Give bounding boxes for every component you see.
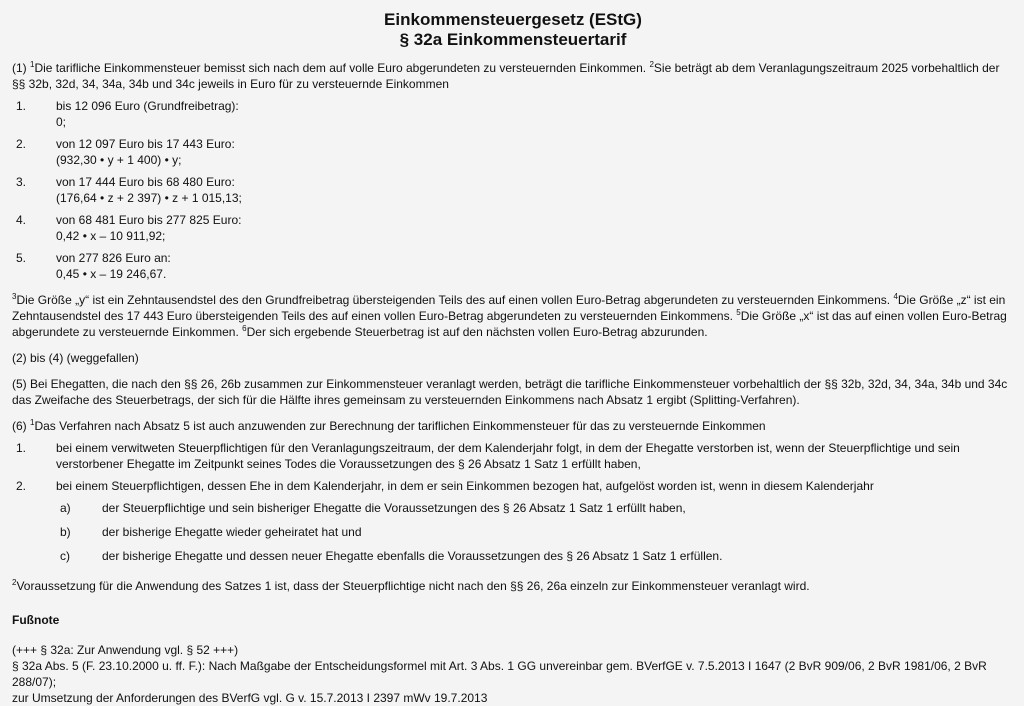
section-title: § 32a Einkommensteuertarif xyxy=(399,30,627,49)
absatz-6-sublist xyxy=(56,500,1014,564)
tax-bracket-list xyxy=(12,98,1014,282)
list-item: 2. bei einem Steuerpflichtigen, dessen Ehe in dem Kalenderjahr, in dem er sein Einkommen bezogen hat, aufgelöst worden ist, wenn in diesem Kalenderjahr a) der Steuerpflichtige und sein bisheriger Ehegatte die Voraussetzungen des § 26 Absatz 1 Satz 1 erfüllt haben, b) der bisherige Ehegatte wieder geheiratet hat und c) der bisherige Ehegatte und dessen neuer Ehegatte ebenfalls die Voraussetzungen des § 26 Absatz 1 Satz 1 erfüllen. xyxy=(12,478,1014,572)
list-item: a) der Steuerpflichtige und sein bisheriger Ehegatte die Voraussetzungen des § 26 Absatz 1 Satz 1 erfüllt haben, xyxy=(60,501,686,515)
law-title: Einkommensteuergesetz (EStG) xyxy=(384,10,642,29)
footnote-heading: Fußnote xyxy=(12,613,60,627)
absatz-1-intro: (1) $^1$Die tarifliche Einkommensteuer bemisst sich nach dem auf volle Euro abgerundeten zu versteuernden Einkommen. $^2$Sie beträgt ab dem Veranlagungszeitraum 2025 vorbehaltlich der §§ 32b, 32d, 34, 34a, 34b und 34c jeweils in Euro für zu versteuernde Einkommen xyxy=(12,60,1000,91)
footnote-line: § 32a Abs. 5 (F. 23.10.2000 u. ff. F.): Nach Maßgabe der Entscheidungsformel mit Art. 3 Abs. 1 GG unvereinbar gem. BVerfGE v. 7.5.2013 I 1647 (2 BvR 909/06, 2 BvR 1981/06, 2 BvR 288/07); xyxy=(12,659,987,689)
footnote-line: (+++ § 32a: Zur Anwendung vgl. § 52 +++) xyxy=(12,643,239,657)
list-item: 1. bei einem verwitweten Steuerpflichtigen für den Veranlagungszeitraum, der dem Kalenderjahr folgt, in dem der Ehegatte verstorben ist, wenn der Steuerpflichtige und sein verstorbener Ehegatte im Zeitpunkt seines Todes die Voraussetzungen des § 26 Absatz 1 Satz 1 erfüllt haben, xyxy=(16,441,960,471)
list-item: 5. von 277 826 Euro an: 0,45 • x – 19 246,67. xyxy=(16,251,171,281)
list-item: 3. von 17 444 Euro bis 68 480 Euro: (176,64 • z + 2 397) • z + 1 015,13; xyxy=(16,175,242,205)
footnote-body xyxy=(12,642,1014,706)
absatz-2-4: (2) bis (4) (weggefallen) xyxy=(12,351,139,365)
list-item: b) der bisherige Ehegatte wieder geheiratet hat und xyxy=(60,525,362,539)
list-item: 4. von 68 481 Euro bis 277 825 Euro: 0,42 • x – 10 911,92; xyxy=(16,213,242,243)
list-item: c) der bisherige Ehegatte und dessen neuer Ehegatte ebenfalls die Voraussetzungen des § 26 Absatz 1 Satz 1 erfüllen. xyxy=(60,549,723,563)
absatz-6-satz-2: $^2$Voraussetzung für die Anwendung des Satzes 1 ist, dass der Steuerpflichtige nicht nach den §§ 26, 26a einzeln zur Einkommensteuer veranlagt wird. xyxy=(12,578,810,593)
page-title xyxy=(12,10,1014,50)
absatz-6-intro: (6) $^1$Das Verfahren nach Absatz 5 ist auch anzuwenden zur Berechnung der tariflichen Einkommensteuer für das zu versteuernde Einkommen xyxy=(12,418,766,433)
absatz-1-definitions: $^3$Die Größe „y“ ist ein Zehntausendstel des den Grundfreibetrag übersteigenden Teils des auf einen vollen Euro-Betrag abgerundeten zu versteuernden Einkommens. $^4$Die Größe „z“ ist ein Zehntausendstel des 17 443 Euro übersteigenden Teils des auf einen vollen Euro-Betrag abgerundeten zu versteuernden Einkommens. $^5$Die Größe „x“ ist das auf einen vollen Euro-Betrag abgerundete zu versteuernde Einkommen. $^6$Der sich ergebende Steuerbetrag ist auf den nächsten vollen Euro-Betrag abzurunden. xyxy=(12,292,1007,339)
list-item: 2. von 12 097 Euro bis 17 443 Euro: (932,30 • y + 1 400) • y; xyxy=(16,137,235,167)
absatz-6-list xyxy=(12,440,1014,572)
list-item: 1. bis 12 096 Euro (Grundfreibetrag): 0; xyxy=(16,99,239,129)
footnote-line: zur Umsetzung der Anforderungen des BVerfG vgl. G v. 15.7.2013 I 2397 mWv 19.7.2013 xyxy=(12,691,488,705)
absatz-5: (5) Bei Ehegatten, die nach den §§ 26, 26b zusammen zur Einkommensteuer veranlagt werden, beträgt die tarifliche Einkommensteuer vorbehaltlich der §§ 32b, 32d, 34, 34a, 34b und 34c das Zweifache des Steuerbetrags, der sich für die Hälfte ihres gemeinsam zu versteuernden Einkommens nach Absatz 1 ergibt (Splitting-Verfahren). xyxy=(12,377,1008,407)
